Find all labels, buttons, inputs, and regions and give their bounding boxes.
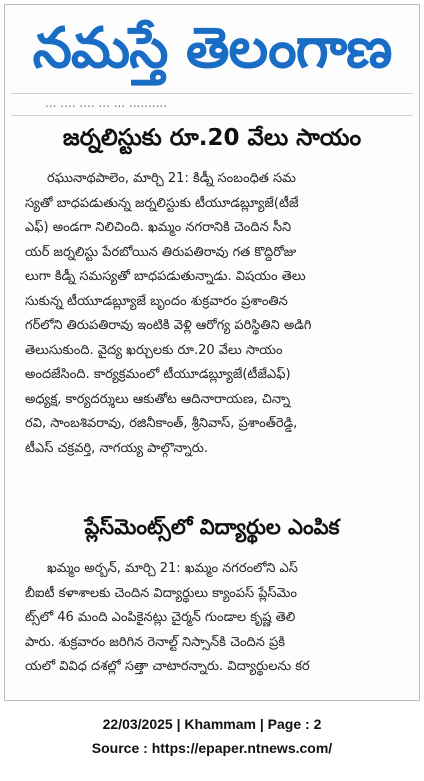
cut-off-text: ... ..., ..., ... ... .......... (45, 97, 168, 107)
article-line: రఘునాథపాలెం, మార్చి 21: కిడ్నీ సంబంధిత సమ (47, 171, 296, 186)
article-body (25, 167, 409, 461)
article-line: సుకున్న టీయూడబ్ల్యూజే బృందం శుక్రవారం ప్రశాంతిన (25, 293, 288, 309)
article-line: అధ్యక్ష, కార్యదర్శులు ఆకుతోట ఆదినారాయణ, చిన్నా (25, 391, 291, 407)
article-line: పారు. శుక్రవారం జరిగిన రెనాల్ట్ నిస్సాన్‌కి చెందిన ప్రకి (25, 634, 286, 650)
masthead-title: నమస్తే తెలంగాణ (32, 16, 392, 81)
article-line: గర్‌లోని తిరుపతిరావు ఇంటికి వెళ్లి ఆరోగ్య పరిస్థితిని అడిగి (25, 318, 312, 333)
newspaper-clipping (4, 4, 420, 701)
article-line: యర్ జర్నలిస్టు పేరబోయిన తిరుపతిరావు గత కొద్దిరోజు (25, 244, 297, 260)
article-headline: ప్లేస్‌మెంట్స్‌లో విద్యార్థుల ఎంపిక (84, 515, 340, 539)
article-line: రవి, సాంబశివరావు, రజినీకాంత్, శ్రీనివాస్, ప్రశాంత్‌రెడ్డి, (25, 416, 298, 431)
article-body (25, 557, 409, 680)
article-line: యలో వివిధ దశల్లో సత్తా చాటారన్నారు. విద్యార్థులను కర (25, 659, 310, 674)
article-line: ఎఫ్) అండగా నిలిచింది. ఖమ్మం నగరానికి చెందిన సీని (25, 220, 292, 235)
article-line: ట్స్‌లో 46 మంది ఎంపికైనట్లు చైర్మన్ గుండాల కృష్ణ తెలి (25, 610, 296, 625)
footer-dateline: 22/03/2025 | Khammam | Page : 2 (102, 716, 322, 732)
article-line: టీఎస్ చక్రవర్తి, నాగయ్య పాల్గొన్నారు. (25, 440, 209, 456)
article-line: లుగా కిడ్నీ సమస్యతో బాధపడుతున్నాడు. విషయం తెలు (25, 269, 306, 284)
masthead-divider (11, 93, 413, 94)
article-line: ఖమ్మం అర్బన్, మార్చి 21: ఖమ్మం నగరంలోని ఎస్ (47, 561, 298, 576)
section-divider (11, 115, 413, 116)
article-line: స్యతో బాధపడుతున్న జర్నలిస్టుకు టీయూడబ్ల్యూజే(టీజే (25, 195, 299, 211)
article-line: బీఐటీ కళాశాలకు చెందిన విద్యార్థులు క్యాంపస్ ప్లేస్‌మెం (25, 585, 297, 601)
masthead (5, 5, 419, 93)
article-headline: జర్నలిస్టుకు రూ.20 వేలు సాయం (62, 125, 362, 151)
article-line: అందజేసింది. కార్యక్రమంలో టీయూడబ్ల్యూజే(టీజేఎఫ్) (25, 367, 291, 382)
footer-source: Source : https://epaper.ntnews.com/ (91, 740, 333, 756)
article-line: తెలుసుకుంది. వైద్య ఖర్చులకు రూ.20 వేలు సాయం (25, 342, 283, 358)
